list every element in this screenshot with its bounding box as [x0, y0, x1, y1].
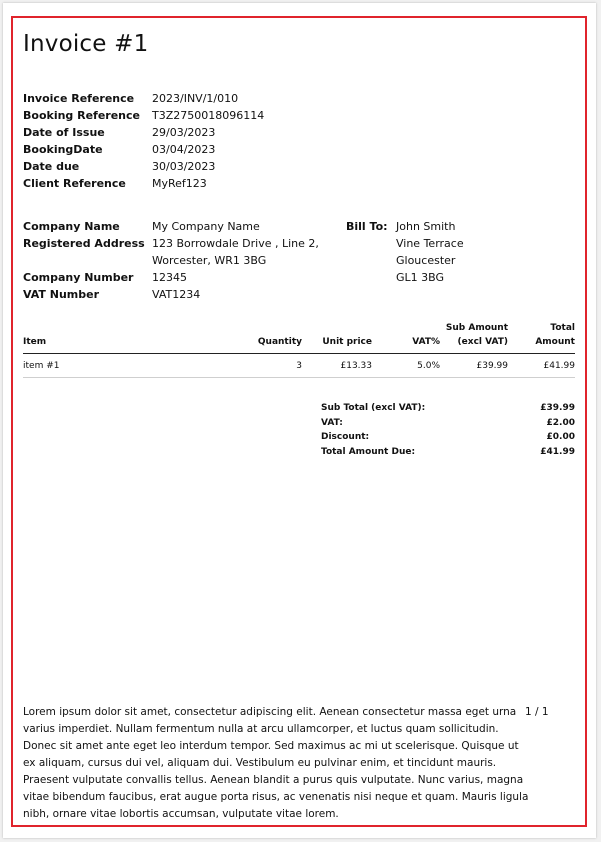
page-number: 1 / 1	[525, 706, 549, 718]
detail-row-booking-reference	[23, 107, 264, 124]
company-value: My Company Name	[152, 220, 260, 233]
company-label: VAT Number	[23, 288, 100, 301]
company-details	[23, 218, 337, 303]
company-row-address	[23, 235, 337, 269]
detail-label: BookingDate	[23, 143, 103, 156]
detail-value: 29/03/2023	[152, 126, 216, 139]
bill-to-label: Bill To:	[346, 220, 388, 233]
reference-details	[23, 90, 264, 192]
company-label: Company Number	[23, 271, 134, 284]
detail-value: MyRef123	[152, 177, 207, 190]
detail-value: 03/04/2023	[152, 143, 216, 156]
table-row	[23, 354, 575, 378]
bill-to-address	[396, 218, 464, 286]
totals-label: Discount:	[321, 432, 370, 442]
total-header-line: Amount	[535, 337, 575, 347]
column-header-item: Item	[23, 321, 203, 354]
company-row-number	[23, 269, 337, 286]
cell-item: item #1	[23, 354, 203, 378]
bill-to-line: GL1 3BG	[396, 271, 445, 284]
totals-value: £0.00	[546, 432, 575, 442]
company-label: Registered Address	[23, 237, 145, 250]
company-row-name	[23, 218, 337, 235]
detail-label: Booking Reference	[23, 109, 140, 122]
detail-row-booking-date	[23, 141, 264, 158]
cell-vat-percent: 5.0%	[372, 354, 440, 378]
company-label: Company Name	[23, 220, 120, 233]
totals-value: £2.00	[546, 417, 575, 428]
column-header-total-amount	[508, 321, 575, 354]
line-items-table	[23, 321, 575, 378]
invoice-page	[3, 3, 596, 838]
sub-amount-header-line: (excl VAT)	[457, 337, 508, 347]
invoice-title: Invoice #1	[23, 31, 149, 57]
detail-label: Client Reference	[23, 177, 126, 190]
detail-label: Date of Issue	[23, 126, 105, 139]
totals-row-subtotal	[321, 401, 575, 416]
bill-to-line: John Smith	[396, 220, 456, 233]
totals-label: Sub Total (excl VAT):	[321, 403, 426, 413]
footer-text: Lorem ipsum dolor sit amet, consectetur adipiscing elit. Aenean consectetur massa eget urna varius imperdiet. Nullam fermentum nulla at arcu ullamcorper, et luctus quam sollicitudin. Donec sit amet ante eget leo interdum tempor. Sed maximus ac mi ut scelerisque. Quisque ut ex aliquam, cursus dui vel, aliquam dui. Vestibulum eu pulvinar enim, et tincidunt mauris. Praesent vulputate convallis tellus. Aenean blandit a purus quis vulputate. Nunc varius, magna vitae bibendum faucibus, erat augue porta risus, ac venenatis nisi neque et quam. Mauris ligula nibh, ornare vitae lobortis accumsan, vulputate vitae lorem.	[23, 706, 529, 820]
detail-value: 30/03/2023	[152, 160, 216, 173]
column-header-quantity: Quantity	[203, 321, 302, 354]
bill-to-line: Vine Terrace	[396, 237, 464, 250]
sub-amount-header-line: Sub Amount	[445, 323, 508, 333]
company-row-vat	[23, 286, 337, 303]
column-header-unit-price: Unit price	[302, 321, 372, 354]
totals-row-vat	[321, 416, 575, 431]
totals-value: £41.99	[540, 446, 575, 457]
bill-to-line: Gloucester	[396, 254, 456, 267]
detail-row-date-of-issue	[23, 124, 264, 141]
company-value: 12345	[152, 271, 187, 284]
table-header-row	[23, 321, 575, 354]
company-value: 123 Borrowdale Drive , Line 2, Worcester, WR1 3BG	[152, 237, 319, 267]
totals-label: Total Amount Due:	[321, 446, 416, 457]
detail-value: T3Z2750018096114	[152, 109, 265, 122]
company-value: VAT1234	[152, 288, 201, 301]
detail-value: 2023/INV/1/010	[152, 92, 239, 105]
cell-quantity: 3	[203, 354, 302, 378]
cell-unit-price: £13.33	[302, 354, 372, 378]
totals-summary	[321, 401, 575, 459]
totals-row-discount	[321, 430, 575, 445]
detail-row-invoice-reference	[23, 90, 264, 107]
detail-label: Date due	[23, 160, 80, 173]
totals-label: VAT:	[321, 417, 343, 428]
total-header-line: Total	[550, 323, 575, 333]
detail-label: Invoice Reference	[23, 92, 135, 105]
cell-total: £41.99	[508, 354, 575, 378]
totals-value: £39.99	[540, 403, 575, 413]
column-header-sub-amount	[440, 321, 508, 354]
totals-row-amount-due	[321, 445, 575, 460]
column-header-vat-percent: VAT%	[372, 321, 440, 354]
cell-sub-amount: £39.99	[440, 354, 508, 378]
detail-row-client-reference	[23, 175, 264, 192]
detail-row-date-due	[23, 158, 264, 175]
